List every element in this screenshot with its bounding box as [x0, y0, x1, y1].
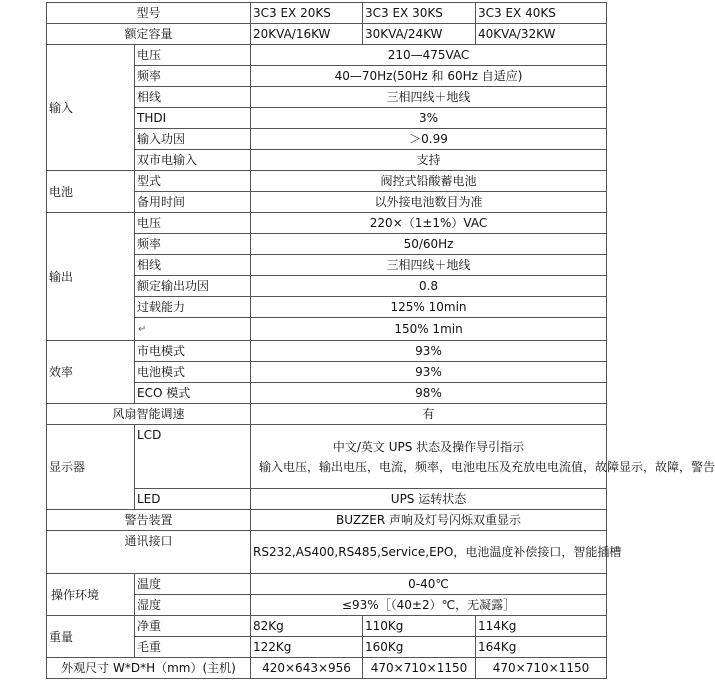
paragraph-mark-icon: ↵ [138, 324, 147, 335]
eff-mains-label: 市电模式 [135, 341, 251, 362]
display-lcd-label: LCD [135, 425, 251, 489]
battery-backup-label: 备用时间 [135, 192, 251, 213]
output-phase-value: 三相四线＋地线 [251, 255, 607, 276]
spec-table [46, 2, 715, 679]
output-phase-label: 相线 [135, 255, 251, 276]
capacity-1: 20KVA/16KW [251, 24, 363, 45]
comm-value: RS232,AS400,RS485,Service,EPO，电池温度补偿接口，智能插槽 [251, 531, 607, 574]
display-led-value: UPS 运转状态 [251, 489, 607, 510]
weight-gross-label: 毛重 [135, 637, 251, 658]
display-group-label: 显示器 [47, 425, 135, 510]
eff-eco-label: ECO 模式 [135, 383, 251, 404]
weight-gross-1: 122Kg [251, 637, 363, 658]
input-dual-value: 支持 [251, 150, 607, 171]
capacity-2: 30KVA/24KW [363, 24, 476, 45]
output-frequency-value: 50/60Hz [251, 234, 607, 255]
eff-battery-label: 电池模式 [135, 362, 251, 383]
output-pf-value: 0.8 [251, 276, 607, 297]
weight-net-1: 82Kg [251, 616, 363, 637]
alarm-value: BUZZER 声响及灯号闪烁双重显示 [251, 510, 607, 531]
weight-gross-2: 160Kg [363, 637, 476, 658]
row-weight-net [47, 616, 607, 637]
display-lcd-value [251, 425, 715, 489]
display-led-label: LED [135, 489, 251, 510]
output-group-label: 输出 [47, 213, 135, 341]
dims-2: 470×710×1150 [363, 658, 476, 679]
input-thdi-label: THDI [135, 108, 251, 129]
output-overload-value: 125% 10min [251, 297, 607, 318]
row-output-voltage [47, 213, 607, 234]
output-voltage-label: 电压 [135, 213, 251, 234]
battery-type-label: 型式 [135, 171, 251, 192]
fan-value: 有 [251, 404, 607, 425]
input-frequency-value: 40—70Hz(50Hz 和 60Hz 自适应) [251, 66, 607, 87]
model-2: 3C3 EX 30KS [363, 3, 476, 24]
env-temp-label: 温度 [135, 574, 251, 595]
input-group-label: 输入 [47, 45, 135, 171]
battery-backup-value: 以外接电池数目为准 [251, 192, 607, 213]
row-dims [47, 658, 607, 679]
capacity-label: 额定容量 [47, 24, 251, 45]
weight-net-label: 净重 [135, 616, 251, 637]
alarm-label: 警告装置 [47, 510, 251, 531]
dims-label: 外观尺寸 W*D*H（mm）(主机) [47, 658, 251, 679]
output-overload-label: 过载能力 [135, 297, 251, 318]
weight-net-2: 110Kg [363, 616, 476, 637]
weight-gross-3: 164Kg [476, 637, 607, 658]
display-lcd-line1: 中文/英文 UPS 状态及操作导引指示 [332, 439, 525, 454]
input-frequency-label: 频率 [135, 66, 251, 87]
row-env-temp [47, 574, 607, 595]
output-frequency-label: 频率 [135, 234, 251, 255]
env-group-label: 操作环境 [47, 574, 135, 616]
output-pf-label: 额定输出功因 [135, 276, 251, 297]
input-voltage-value: 210—475VAC [251, 45, 607, 66]
env-humidity-value: ≤93%［（40±2）℃，无凝露］ [251, 595, 607, 616]
capacity-3: 40KVA/32KW [476, 24, 607, 45]
weight-net-3: 114Kg [476, 616, 607, 637]
input-phase-label: 相线 [135, 87, 251, 108]
model-3: 3C3 EX 40KS [476, 3, 607, 24]
env-humidity-label: 湿度 [135, 595, 251, 616]
output-voltage-value: 220×（1±1%）VAC [251, 213, 607, 234]
row-input-voltage [47, 45, 607, 66]
model-label: 型号 [47, 3, 251, 24]
model-1: 3C3 EX 20KS [251, 3, 363, 24]
input-phase-value: 三相四线＋地线 [251, 87, 607, 108]
battery-group-label: 电池 [47, 171, 135, 213]
output-overload-empty-label [135, 318, 251, 341]
eff-mains-value: 93% [251, 341, 607, 362]
weight-group-label: 重量 [47, 616, 135, 658]
row-display-lcd [47, 425, 607, 489]
input-pf-label: 输入功因 [135, 129, 251, 150]
dims-1: 420×643×956 [251, 658, 363, 679]
input-pf-value: ＞0.99 [251, 129, 607, 150]
dims-3: 470×710×1150 [476, 658, 607, 679]
row-eff-mains [47, 341, 607, 362]
row-capacity [47, 24, 607, 45]
row-model [47, 3, 607, 24]
eff-battery-value: 93% [251, 362, 607, 383]
efficiency-group-label: 效率 [47, 341, 135, 404]
env-temp-value: 0-40℃ [251, 574, 607, 595]
eff-eco-value: 98% [251, 383, 607, 404]
fan-label: 风扇智能调速 [47, 404, 251, 425]
battery-type-value: 阀控式铅酸蓄电池 [251, 171, 607, 192]
row-comm [47, 531, 607, 574]
row-battery-type [47, 171, 607, 192]
input-dual-label: 双市电输入 [135, 150, 251, 171]
row-alarm [47, 510, 607, 531]
input-thdi-value: 3% [251, 108, 607, 129]
row-fan [47, 404, 607, 425]
comm-label: 通讯接口 [47, 531, 251, 574]
display-lcd-line2: 输入电压，输出电压，电流，频率，电池电压及充放电电流值，故障显示，故障，警告 [259, 459, 715, 474]
output-overload-2-value: 150% 1min [251, 318, 607, 341]
input-voltage-label: 电压 [135, 45, 251, 66]
